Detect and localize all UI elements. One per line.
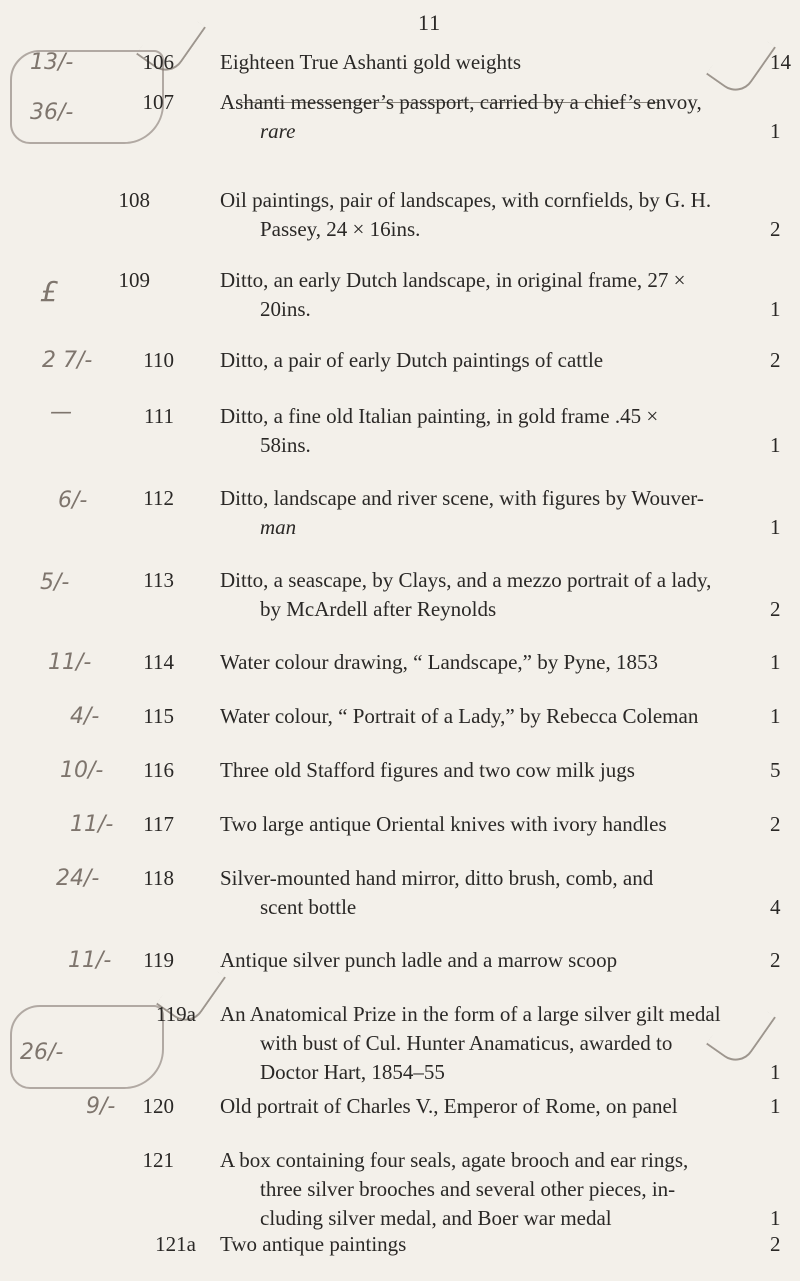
lot-number: 118 bbox=[143, 866, 174, 890]
lot-number: 113 bbox=[143, 568, 174, 592]
lot-description: Water colour drawing, “ Landscape,” by Pyne, 1853 bbox=[220, 650, 658, 674]
lot-number: 121a bbox=[155, 1232, 196, 1256]
handwritten-note: 11/- bbox=[70, 812, 114, 837]
handwritten-note: £ bbox=[40, 275, 58, 308]
lot-description: Ditto, a seascape, by Clays, and a mezzo portrait of a lady, by McArdell after Reynolds bbox=[220, 568, 712, 621]
lot-description: Old portrait of Charles V., Emperor of Rome, on panel bbox=[220, 1094, 678, 1118]
lot-number: 112 bbox=[143, 486, 174, 510]
lot-description: Two antique paintings bbox=[220, 1232, 407, 1256]
lot-quantity: 2 bbox=[770, 348, 781, 372]
lot-quantity: 1 bbox=[770, 433, 781, 457]
lot-quantity: 5 bbox=[770, 758, 781, 782]
handwritten-note: 5/- bbox=[40, 570, 70, 595]
lot-quantity: 2 bbox=[770, 948, 781, 972]
lot-quantity: 1 bbox=[770, 1094, 781, 1118]
lot-description: Eighteen True Ashanti gold weights bbox=[220, 50, 521, 74]
lot-description: Two large antique Oriental knives with ivory handles bbox=[220, 812, 667, 836]
lot-number: 115 bbox=[143, 704, 174, 728]
lot-quantity: 1 bbox=[770, 704, 781, 728]
lot-number: 106 bbox=[142, 50, 174, 74]
lot-quantity: 1 bbox=[770, 650, 781, 674]
lot-description: Three old Stafford figures and two cow milk jugs bbox=[220, 758, 635, 782]
lot-number: 114 bbox=[143, 650, 174, 674]
handwritten-note: 9/- bbox=[86, 1094, 116, 1119]
lot-description: Ditto, an early Dutch landscape, in original frame, 27 × 20ins. bbox=[220, 268, 686, 321]
handwritten-note: 11/- bbox=[48, 650, 92, 675]
lot-quantity: 1 bbox=[770, 297, 781, 321]
handwritten-note: 4/- bbox=[70, 704, 100, 729]
lot-number: 117 bbox=[143, 812, 174, 836]
lot-description: Oil paintings, pair of landscapes, with cornfields, by G. H. Passey, 24 × 16ins. bbox=[220, 188, 712, 241]
lot-quantity: 2 bbox=[770, 217, 781, 241]
lot-description: Water colour, “ Portrait of a Lady,” by Rebecca Coleman bbox=[220, 704, 699, 728]
lot-quantity: 2 bbox=[770, 812, 781, 836]
handwritten-note: 13/- bbox=[30, 50, 74, 75]
lot-description: Ashanti messenger’s passport, carried by a chief’s envoy, rare bbox=[220, 90, 702, 143]
handwritten-note: 2 7/- bbox=[42, 348, 93, 373]
lot-quantity: 2 bbox=[770, 1232, 781, 1256]
lot-number: 120 bbox=[142, 1094, 174, 1118]
lot-quantity: 14 bbox=[770, 50, 791, 74]
lot-quantity: 1 bbox=[770, 1206, 781, 1230]
handwritten-note: 6/- bbox=[58, 488, 88, 513]
lot-description: Ditto, a pair of early Dutch paintings of cattle bbox=[220, 348, 604, 372]
lot-quantity: 2 bbox=[770, 597, 781, 621]
handwritten-note: 26/- bbox=[20, 1040, 64, 1065]
lot-description: Silver-mounted hand mirror, ditto brush, comb, and scent bottle bbox=[220, 866, 654, 919]
lot-number: 108 bbox=[118, 188, 150, 212]
handwritten-note: 10/- bbox=[60, 758, 104, 783]
lot-number: 121 bbox=[142, 1148, 174, 1172]
lot-number: 109 bbox=[118, 268, 150, 292]
page-number: 11 bbox=[418, 10, 442, 35]
lot-number: 111 bbox=[144, 404, 174, 428]
lot-quantity: 1 bbox=[770, 1060, 781, 1084]
lot-number: 110 bbox=[143, 348, 174, 372]
lot-quantity: 1 bbox=[770, 515, 781, 539]
lot-description: An Anatomical Prize in the form of a large silver gilt medal with bust of Cul. Hunter Anamaticus, awarded to Doctor Hart, 1854–55 bbox=[220, 1002, 721, 1084]
handwritten-note: 11/- bbox=[68, 948, 112, 973]
lot-quantity: 4 bbox=[770, 895, 781, 919]
lot-description: Antique silver punch ladle and a marrow scoop bbox=[220, 948, 618, 972]
lot-description: A box containing four seals, agate brooch and ear rings, three silver brooches and several other pieces, in- cluding silver medal, and Boer war medal bbox=[220, 1148, 689, 1230]
handwritten-note: — bbox=[50, 400, 72, 425]
lot-description: Ditto, a fine old Italian painting, in gold frame .45 × 58ins. bbox=[220, 404, 659, 457]
lot-number: 116 bbox=[143, 758, 174, 782]
lot-description: Ditto, landscape and river scene, with figures by Wouver- man bbox=[220, 486, 704, 539]
lot-number: 107 bbox=[142, 90, 174, 114]
lot-quantity: 1 bbox=[770, 119, 781, 143]
handwritten-note: 36/- bbox=[30, 100, 74, 125]
lot-number: 119a bbox=[155, 1002, 196, 1026]
lot-number: 119 bbox=[143, 948, 174, 972]
handwritten-note: 24/- bbox=[56, 866, 100, 891]
